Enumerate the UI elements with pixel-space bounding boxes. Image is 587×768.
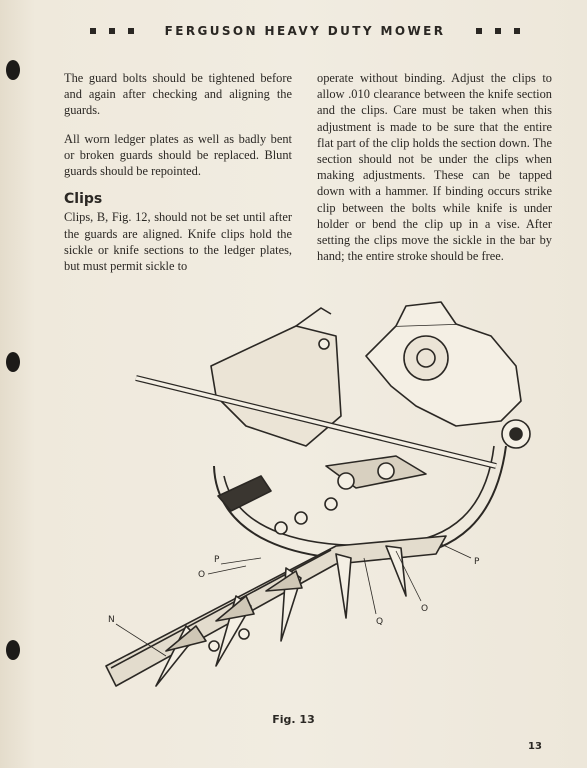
right-column — [317, 70, 552, 264]
paragraph-ledger-plates: All worn ledger plates as well as badly bent or broken guards should be replaced. Blunt guards should be repointed. — [64, 131, 292, 179]
binder-hole — [6, 640, 20, 660]
paragraph-clip-adjustment: operate without binding. Adjust the clips to allow .010 clearance between the knife section and the clips. Care must be taken when this adjustment is made to be sure that the entire flat part of the clip holds the section down. The section should not be under the clips when making adjustments. These can be tapped down with a hammer. If binding occurs strike clip between the bolts while knife is under holder or bend the clip up in a vise. After setting the clips move the sickle in the bar by hand; the entire stroke should be free. — [317, 71, 552, 264]
mower-illustration — [96, 296, 536, 696]
figure-caption: Fig. 13 — [272, 713, 315, 726]
paragraph-guard-bolts: The guard bolts should be tightened before and again after checking and aligning the guards. — [64, 71, 292, 118]
paragraph-clips: Clips, B, Fig. 12, should not be set until after the guards are aligned. Knife clips hold the sickle or knife sections to the ledger plates, but must permit sickle to — [64, 210, 292, 274]
figure-label-o-left: O — [198, 570, 206, 580]
figure-label-n: N — [108, 615, 115, 625]
binder-hole — [6, 60, 20, 80]
header-ornament-left — [90, 28, 134, 34]
running-header — [90, 24, 520, 38]
figure-label-p-right: P — [474, 557, 480, 567]
left-column — [64, 70, 292, 286]
figure-label-q: Q — [376, 617, 384, 627]
figure-label-p-left: P — [214, 555, 220, 565]
header-title: FERGUSON HEAVY DUTY MOWER — [164, 24, 446, 38]
page-number: 13 — [528, 741, 542, 752]
figure-label-o-right: O — [421, 604, 429, 614]
header-ornament-right — [476, 28, 520, 34]
binder-hole — [6, 352, 20, 372]
section-heading-clips: Clips — [64, 191, 103, 208]
